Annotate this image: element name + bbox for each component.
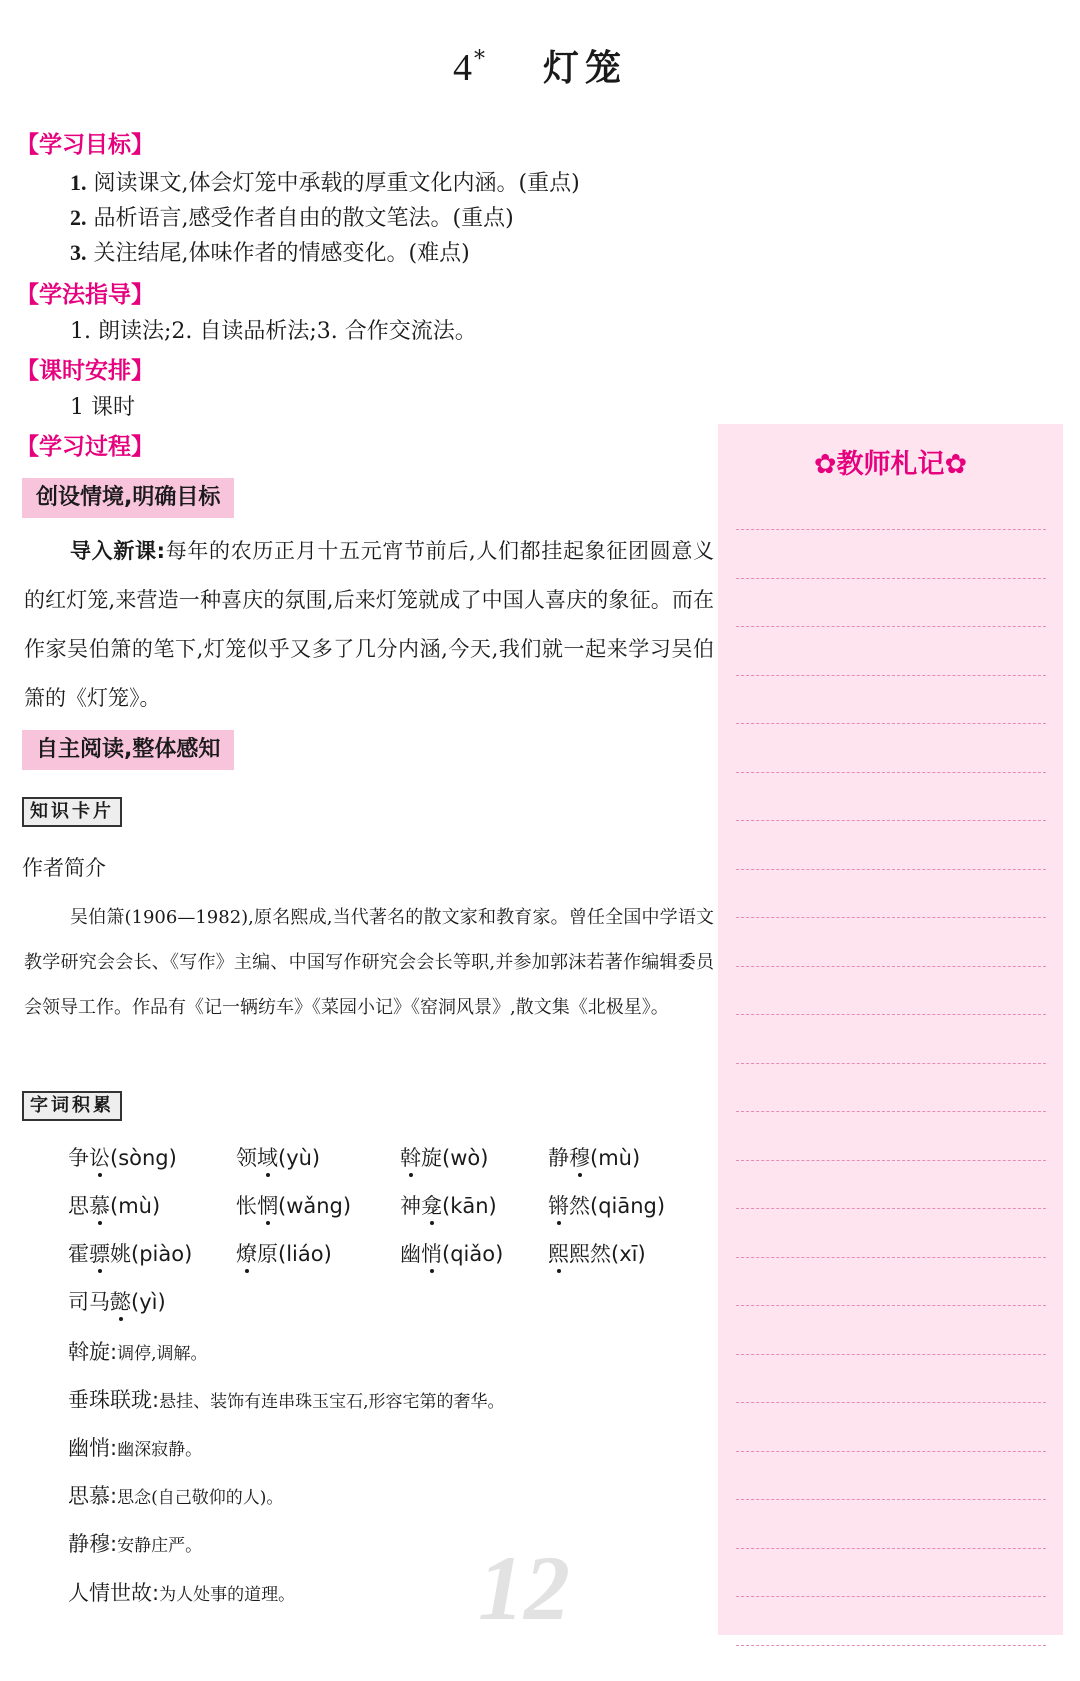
vocab-item: 争讼(sòng) [68, 1146, 177, 1170]
vocab-item: 斡旋(wò) [400, 1146, 489, 1170]
note-line [736, 1160, 1046, 1161]
note-line [736, 772, 1046, 773]
vocab-item: 怅惘(wǎng) [236, 1194, 352, 1218]
note-line [736, 1208, 1046, 1209]
vocab-item: 幽悄(qiǎo) [400, 1242, 504, 1266]
note-line [736, 917, 1046, 918]
note-line [736, 1402, 1046, 1403]
vocab-item: 思慕(mù) [68, 1194, 161, 1218]
objective-text: 品析语言,感受作者自由的散文笔法。(重点) [93, 206, 514, 231]
notes-title: ✿教师札记✿ [813, 449, 968, 480]
vocab-item: 锵然(qiāng) [548, 1194, 666, 1218]
heading-methods: 【学法指导】 [16, 282, 154, 308]
note-line [736, 626, 1046, 627]
section-banner-reading: 自主阅读,整体感知 [22, 730, 234, 770]
note-line [736, 1548, 1046, 1549]
vocab-item: 燎原(liáo) [236, 1242, 332, 1266]
vocab-item: 熙熙然(xī) [548, 1242, 646, 1266]
intro-text: 每年的农历正月十五元宵节前后,人们都挂起象征团圆意义的红灯笼,来营造一种喜庆的氛围,后来灯笼就成了中国人喜庆的象征。而在作家吴伯箫的笔下,灯笼似乎又多了几分内涵,今天,我们就一起来学习吴伯箫的《灯笼》。 [24, 539, 714, 710]
vocab-card-label: 字词积累 [22, 1091, 122, 1121]
note-line [736, 578, 1046, 579]
definition-item: 静穆:安静庄严。 [68, 1532, 203, 1556]
note-line [736, 1257, 1046, 1258]
objective-item [70, 201, 514, 232]
definition-item: 人情世故:为人处事的道理。 [68, 1581, 296, 1605]
author-bio: 吴伯箫(1906—1982),原名熙成,当代著名的散文家和教育家。曾任全国中学语文教学研究会会长、《写作》主编、中国写作研究会会长等职,并参加郭沫若著作编辑委员会领导工作。作品有《记一辆纺车》《菜园小记》《窑洞风景》,散文集《北极星》。 [24, 907, 714, 1018]
objective-number: 2. [70, 205, 87, 230]
section-banner-intro: 创设情境,明确目标 [22, 478, 234, 518]
note-line [736, 723, 1046, 724]
note-line [736, 869, 1046, 870]
heading-schedule: 【课时安排】 [16, 358, 154, 384]
vocab-item: 领域(yù) [236, 1146, 321, 1170]
note-line [736, 1645, 1046, 1646]
definition-item: 思慕:思念(自己敬仰的人)。 [68, 1484, 284, 1508]
objective-text: 阅读课文,体会灯笼中承载的厚重文化内涵。(重点) [93, 171, 580, 196]
definition-item: 斡旋:调停,调解。 [68, 1340, 208, 1364]
intro-paragraph [24, 527, 714, 723]
heading-objectives: 【学习目标】 [16, 132, 154, 158]
definition-item: 幽悄:幽深寂静。 [68, 1436, 203, 1460]
definition-item: 垂珠联珑:悬挂、装饰有连串珠玉宝石,形容宅第的奢华。 [68, 1388, 505, 1412]
objective-number: 1. [70, 170, 87, 195]
objective-number: 3. [70, 240, 87, 265]
teacher-notes-panel [718, 424, 1063, 1635]
author-heading: 作者简介 [22, 856, 106, 880]
note-line [736, 529, 1046, 530]
methods-text: 1. 朗读法;2. 自读品析法;3. 合作交流法。 [70, 319, 477, 344]
objective-item [70, 236, 470, 267]
note-line [736, 1499, 1046, 1500]
note-line [736, 1451, 1046, 1452]
lesson-title [0, 40, 1080, 91]
note-line [736, 966, 1046, 967]
vocab-item: 司马懿(yì) [68, 1290, 166, 1314]
lesson-mark: * [473, 47, 485, 73]
lesson-title-text: 灯笼 [542, 48, 627, 89]
lesson-number: 4 [452, 47, 474, 89]
note-line [736, 1111, 1046, 1112]
vocab-item: 静穆(mù) [548, 1146, 641, 1170]
vocab-item: 神龛(kān) [400, 1194, 497, 1218]
vocab-item: 霍骠姚(piào) [68, 1242, 193, 1266]
objective-item [70, 166, 580, 197]
note-line [736, 1596, 1046, 1597]
note-line [736, 1305, 1046, 1306]
note-line [736, 1014, 1046, 1015]
intro-lead: 导入新课: [70, 539, 166, 563]
page-number: 12 [478, 1537, 570, 1639]
objective-text: 关注结尾,体味作者的情感变化。(难点) [93, 241, 470, 266]
note-line [736, 1063, 1046, 1064]
note-line [736, 675, 1046, 676]
schedule-text: 1 课时 [70, 395, 135, 420]
note-line [736, 1354, 1046, 1355]
knowledge-card-label: 知识卡片 [22, 797, 122, 827]
note-line [736, 820, 1046, 821]
heading-process: 【学习过程】 [16, 434, 154, 460]
